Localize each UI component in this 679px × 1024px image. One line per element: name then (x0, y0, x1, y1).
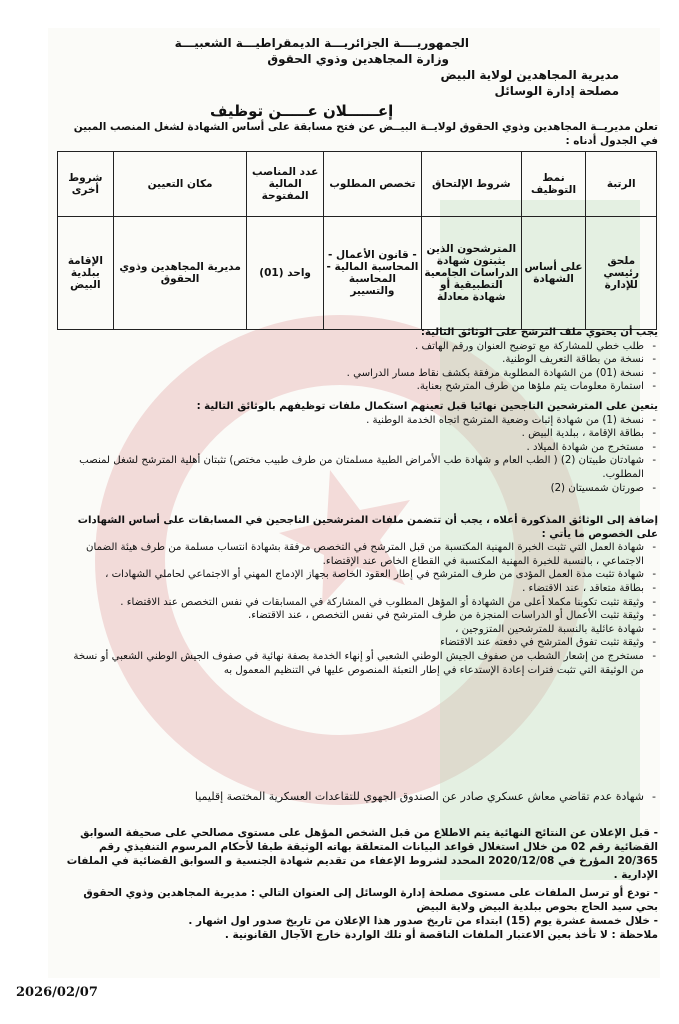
table-cell: المترشحون الذين يثبتون شهادة الدراسات الجامعية التطبيقية أو شهادة معادلة (421, 217, 521, 330)
list-item: - وثيقة تثبت الأعمال أو الدراسات المنجزة من طرف المترشح في نفس التخصص ، عند الاقتضاء. (58, 609, 644, 623)
table-cell: واحد (01) (247, 217, 323, 330)
list-item: - وثيقة تثبت تفوق المترشح في دفعته عند الاقتضاء (58, 636, 644, 650)
note-paragraph: - خلال خمسة عشرة يوم (15) ابتداء من تاريخ صدور هذا الإعلان من تاريخ صدور اول اشهار . (188, 915, 658, 927)
table-row (58, 217, 657, 330)
list-item: - شهادة العمل التي تثبت الخبرة المهنية المكتسبة من قبل المترشح في التخصص مرفقة بشهادة انتساب مسلمة من طرف هيئة الضمان الاجتماعي ، بالنسبة للخبرة المهنية المكتسبة في القطاع الخاص عند الإقتضاء. (58, 541, 644, 568)
intro-paragraph: تعلن مديريــة المجاهدين وذوي الحقوق لولايــة البيــض عن فتح مسابقة على أساس الشهادة لشغل المنصب المبين في الجدول أدناه : (73, 121, 658, 147)
table-header-row (58, 152, 657, 217)
list-item: - شهادة تثبت مدة العمل المؤدى من طرف المترشح في إطار العقود الخاصة بجهاز الإدماج المهني أو الاجتماعي لحاملي الشهادات ، (58, 568, 644, 582)
list-item: - شهادتان طبيتان (2) ( الطب العام و شهادة طب الأمراض الطبية مسلمتان من طرف طبيب مختص) تثبتان أهلية المترشح لشغل لمنصب المطلوب. (58, 454, 644, 481)
section-heading: يجب أن يحتوي ملف الترشح على الوثائق التالية: (420, 327, 658, 338)
list-item: - وثيقة تثبت تكوينا مكملا أعلى من الشهادة أو المؤهل المطلوب في المشاركة في المسابقات في نفس التخصص عند الاقتضاء . (58, 596, 644, 610)
table-header: تخصص المطلوب (323, 152, 421, 217)
required-documents-section (58, 326, 658, 394)
note-paragraph: - تودع أو ترسل الملفات على مستوى مصلحة إدارة الوسائل إلى العنوان التالي : مديرية المجاهدين وذوي الحقوق بحي سيد الحاج بحوص ببلدية البيض ولاية البيض (83, 887, 658, 913)
directorate-header: مديرية المجاهدين لولاية البيض (440, 68, 619, 82)
list-item: - طلب خطي للمشاركة مع توضيح العنوان ورقم الهاتف . (58, 340, 644, 354)
ministry-header: وزارة المجاهدين وذوي الحقوق (267, 52, 449, 66)
table-header: عدد المناصب المالية المفتوحة (247, 152, 323, 217)
table-cell: الإقامة ببلدية البيض (58, 217, 114, 330)
table-header: شروط الإلتحاق (421, 152, 521, 217)
republic-header: الجمهوريــــة الجزائريـــة الديمقراطيـــة الشعبيـــة (174, 36, 469, 50)
list-item: - نسخة من بطاقة التعريف الوطنية. (58, 353, 644, 367)
list-item: - نسخة (1) من شهادة إثبات وضعية المترشح اتجاه الخدمة الوطنية . (58, 414, 644, 428)
table-header: مكان التعيين (113, 152, 247, 217)
announcement-title: إعــــــلان عـــــن توظيف (210, 102, 394, 120)
section-heading: إضافة إلى الوثائق المذكورة أعلاه ، يجب أن تتضمن ملفات المترشحين الناجحين في المسابقات على أساس الشهادات على الخصوص ما يأتي : (77, 515, 658, 540)
service-header: مصلحة إدارة الوسائل (494, 84, 619, 98)
list-item: - شهادة عائلية بالنسبة للمترشحين المتزوجين ، (58, 623, 644, 637)
list-item: - نسخة (01) من الشهادة المطلوبة مرفقة بكشف نقاط مسار الدراسي . (58, 367, 644, 381)
list-item: - صورتان شمسيتان (2) (58, 482, 644, 496)
positions-table (57, 151, 657, 330)
table-cell: على أساس الشهادة (521, 217, 586, 330)
table-header: الرتبة (586, 152, 657, 217)
table-header: نمط التوظيف (521, 152, 586, 217)
footer-date: 2026/02/07 (16, 985, 98, 1000)
note-paragraph: - قبل الإعلان عن النتائج النهائية يتم الاطلاع من قبل الشخص المؤهل على مستوى مصالحي على صحيفة السوابق القضائية رقم 02 من خلال استغلال قواعد البيانات المتعلقة بهاته الوثيقة طبقا لأحكام المرسوم التنفيذي رقم 20/365 المؤرخ في 2020/12/08 المحدد لشروط الإعفاء من تقديم شهادة الجنسية و السوابق القضائية في الملفات الإدارية . (66, 827, 658, 881)
additional-documents-section (58, 514, 658, 677)
note-paragraph: ملاحظة : لا تأخذ بعين الاعتبار الملفات الناقصة أو تلك الواردة خارج الآجال القانونية . (224, 929, 658, 941)
pension-certificate-section (58, 790, 658, 804)
table-cell: - قانون الأعمال - المحاسبة المالية - المحاسبة والتسيير (323, 217, 421, 330)
table-cell: ملحق رئيسي للإدارة (586, 217, 657, 330)
notes-block (58, 826, 658, 942)
list-item: - بطاقة متعاقد ، عند الاقتضاء . (58, 582, 644, 596)
list-item: - مستخرج من إشعار الشطب من صفوف الجيش الوطني الشعبي أو إنهاء الخدمة بصفة نهائية في صفوف الجيش الوطني الشعبي أو نسخة من الوثيقة التي تثبت فترات إعادة الإستدعاء في إطار التعبئة المنصوص عليها في التنظيم المعمول به (58, 650, 644, 677)
successful-candidates-section (58, 400, 658, 495)
list-item: - بطاقة الإقامة ، ببلدية البيض . (58, 427, 644, 441)
list-item: - شهادة عدم تقاضي معاش عسكري صادر عن الصندوق الجهوي للتقاعدات العسكرية المختصة إقليميا (58, 790, 644, 804)
list-item: - استمارة معلومات يتم ملؤها من طرف المترشح بعناية. (58, 380, 644, 394)
table-cell: مديرية المجاهدين وذوي الحقوق (113, 217, 247, 330)
section-heading: يتعين على المترشحين الناجحين نهائيا قبل تعينهم استكمال ملفات توظيفهم بالوثائق التالية : (196, 401, 658, 412)
table-header: شروط أخرى (58, 152, 114, 217)
list-item: - مستخرج من شهادة الميلاد . (58, 441, 644, 455)
